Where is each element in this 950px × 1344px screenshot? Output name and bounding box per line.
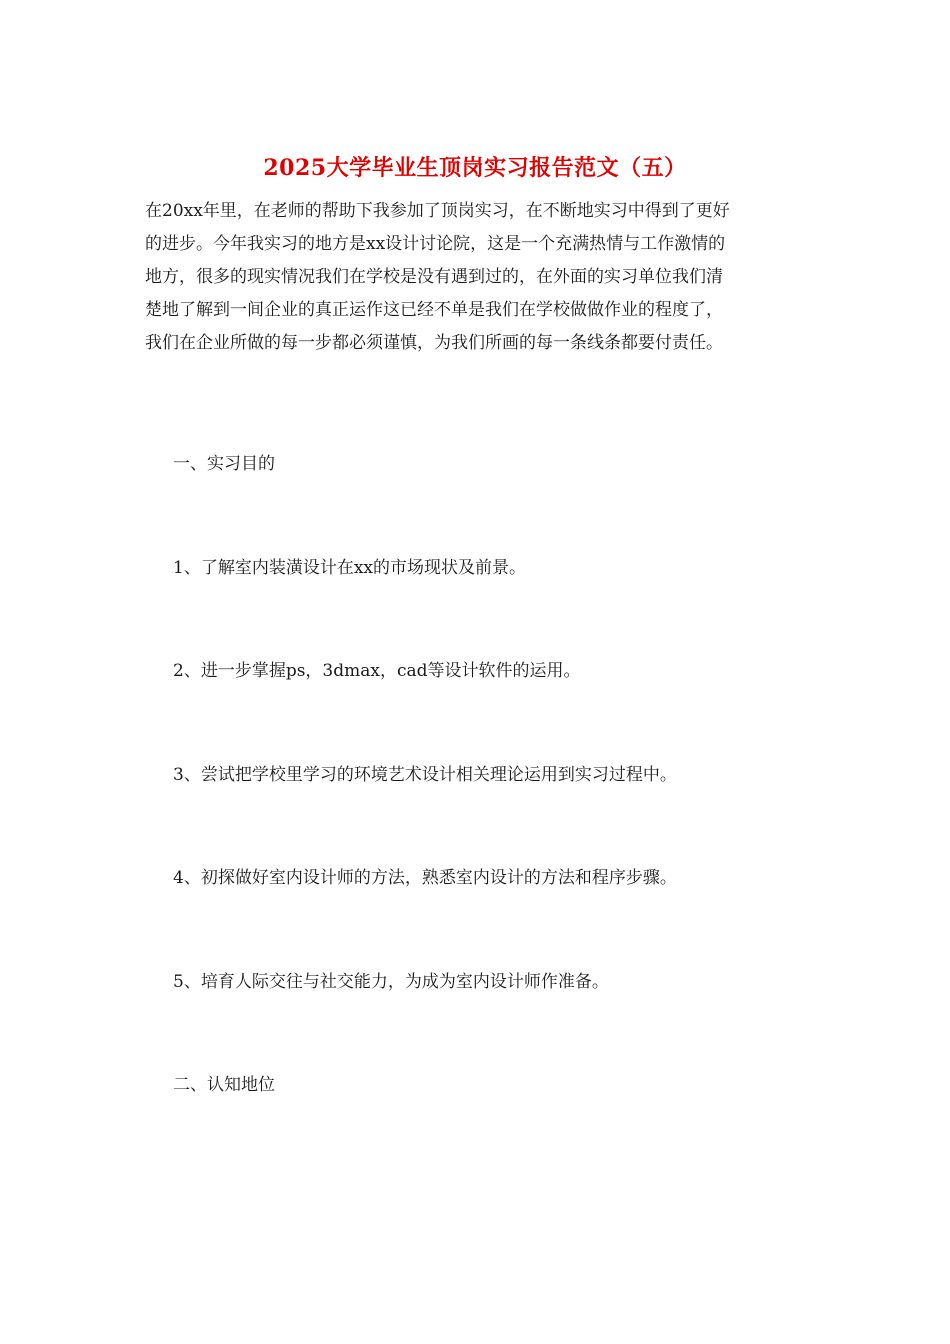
section-heading-purpose: 一、实习目的 — [173, 454, 275, 474]
intro-line: 楚地了解到一间企业的真正运作这已经不单是我们在学校做做作业的程度了， — [145, 300, 723, 320]
purpose-item: 5、培育人际交往与社交能力，为成为室内设计师作准备。 — [173, 972, 609, 992]
purpose-item: 3、尝试把学校里学习的环境艺术设计相关理论运用到实习过程中。 — [173, 765, 677, 785]
section-heading-position: 二、认知地位 — [173, 1075, 275, 1095]
intro-line: 我们在企业所做的每一步都必须谨慎，为我们所画的每一条线条都要付责任。 — [145, 333, 723, 353]
intro-line: 的进步。今年我实习的地方是xx设计讨论院，这是一个充满热情与工作激情的 — [145, 234, 726, 254]
purpose-item: 1、了解室内装潢设计在xx的市场现状及前景。 — [173, 558, 526, 578]
document-title: 2025大学毕业生顶岗实习报告范文（五） — [263, 155, 687, 181]
intro-line: 地方，很多的现实情况我们在学校是没有遇到过的，在外面的实习单位我们清 — [145, 267, 723, 287]
intro-paragraph — [145, 195, 805, 360]
purpose-item: 2、进一步掌握ps，3dmax，cad等设计软件的运用。 — [173, 661, 581, 681]
intro-line: 在20xx年里，在老师的帮助下我参加了顶岗实习，在不断地实习中得到了更好 — [145, 201, 730, 221]
purpose-item: 4、初探做好室内设计师的方法，熟悉室内设计的方法和程序步骤。 — [173, 868, 677, 888]
